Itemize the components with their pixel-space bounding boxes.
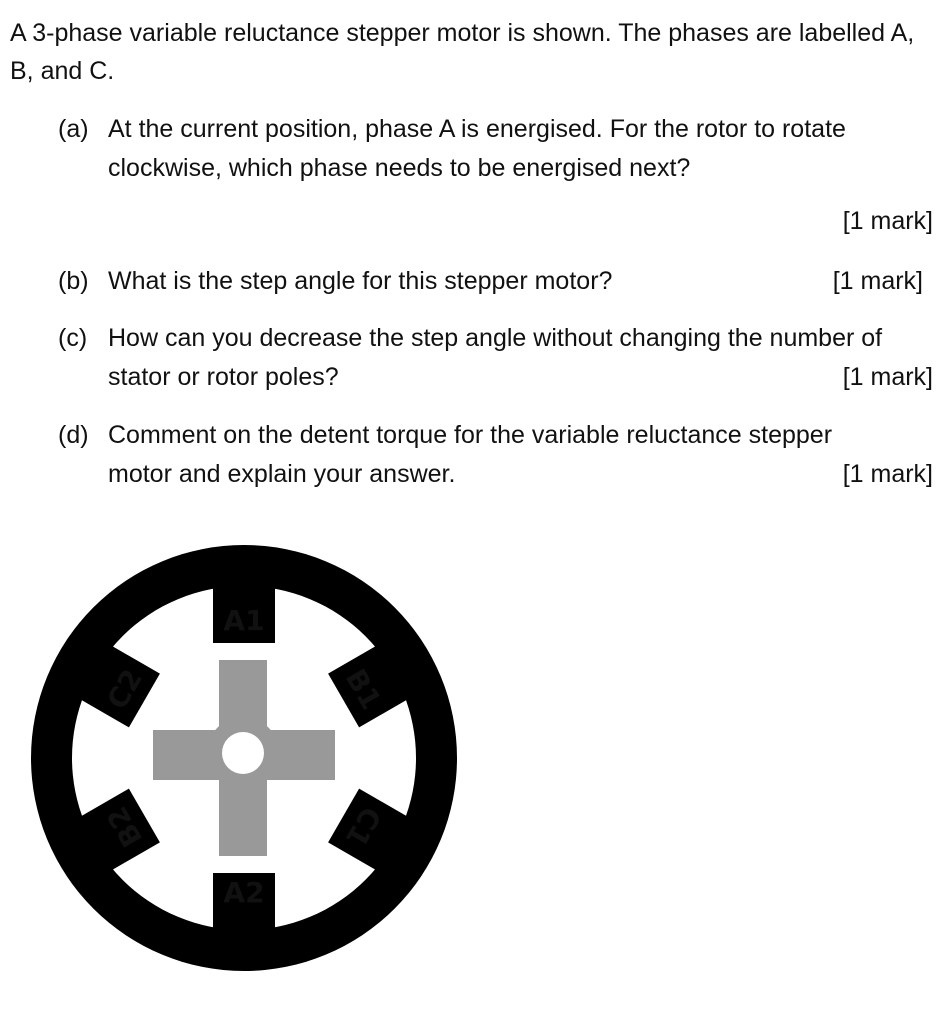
question-mark: [1 mark]: [842, 363, 933, 391]
question-label: (c): [58, 324, 88, 352]
question-text: How can you decrease the step angle without changing the number of stator or rotor poles?: [108, 324, 883, 391]
rotor-shaft-hole: [222, 732, 264, 774]
pole-label-b1: B1: [338, 663, 388, 716]
pole-label-c2: C2: [100, 663, 149, 715]
pole-label-a1: A1: [223, 604, 265, 637]
question-mark: [1 mark]: [832, 267, 923, 295]
question-mark: [1 mark]: [842, 460, 933, 488]
question-text: Comment on the detent torque for the variable reluctance stepper motor and explain your answer.: [108, 421, 833, 488]
question-label: (a): [58, 115, 89, 143]
question-a: [58, 110, 933, 240]
stepper-motor-diagram: [26, 540, 466, 980]
question-mark: [1 mark]: [842, 207, 933, 235]
question-text: What is the step angle for this stepper motor?: [108, 267, 613, 295]
pole-label-c1: C1: [339, 801, 388, 853]
intro-text: A 3-phase variable reluctance stepper motor is shown. The phases are labelled A, B, and C.: [10, 19, 915, 85]
question-label: (d): [58, 421, 89, 449]
question-b: [58, 262, 933, 302]
question-c: [58, 319, 933, 399]
pole-label-b2: B2: [100, 800, 150, 853]
pole-label-a2: A2: [223, 876, 265, 909]
question-text: At the current position, phase A is energised. For the rotor to rotate clockwise, which phase needs to be energised next?: [108, 115, 846, 182]
question-d: [58, 416, 933, 496]
question-label: (b): [58, 267, 89, 295]
